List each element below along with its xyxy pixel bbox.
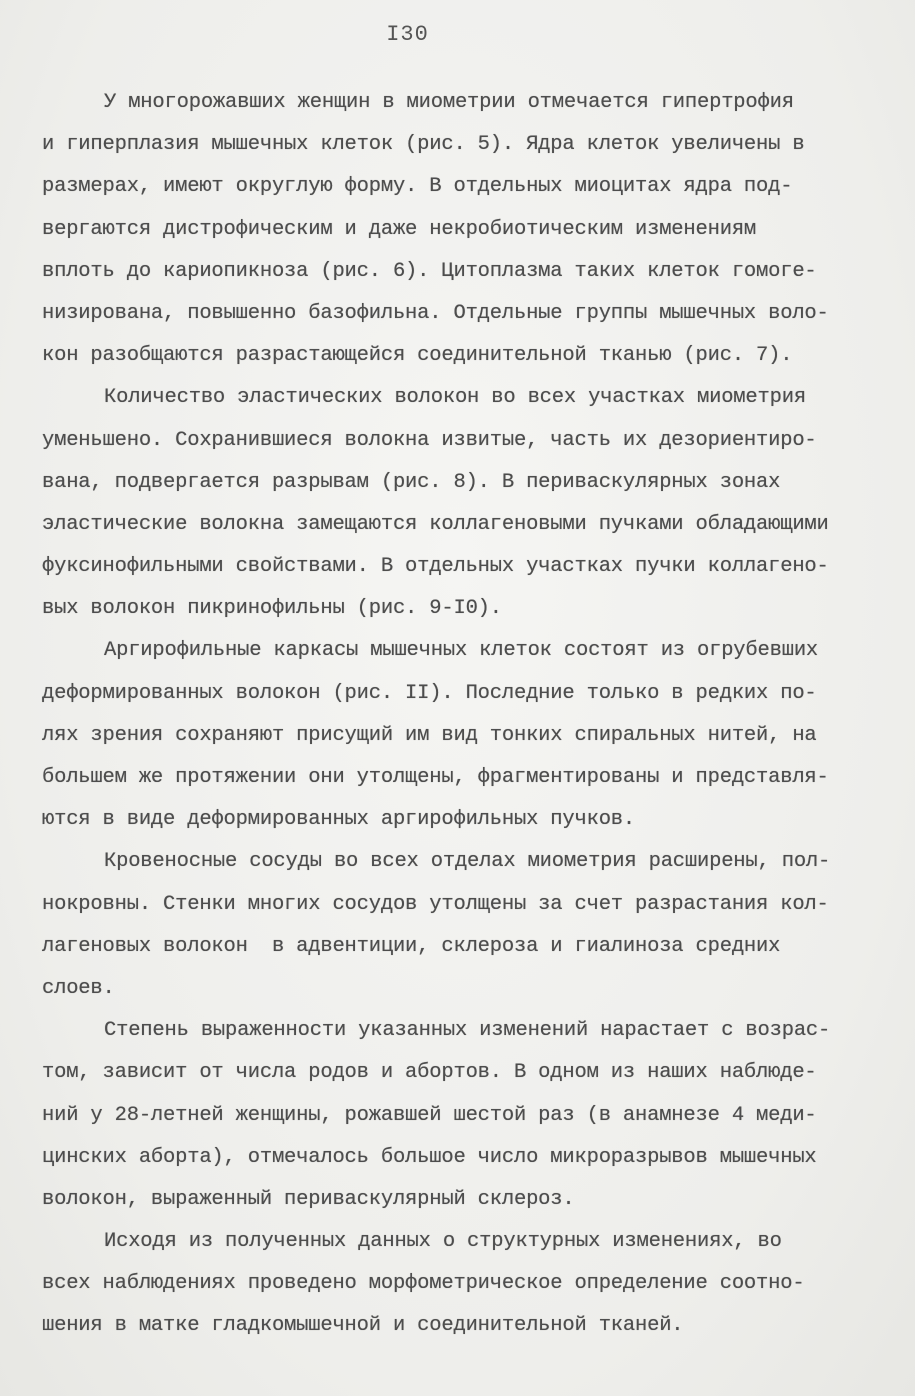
paragraph <box>42 377 872 630</box>
text-line: волокон, выраженный периваскулярный склероз. <box>42 1187 575 1211</box>
text-line: Количество эластических волокон во всех участках миометрия <box>104 386 806 410</box>
text-line: лагеновых волокон в адвентиции, склероза и гиалиноза средних <box>42 934 781 958</box>
text-line: Кровеносные сосуды во всех отделах миометрия расширены, пол- <box>104 850 831 874</box>
paragraph <box>42 82 872 377</box>
text-line: Степень выраженности указанных изменений нарастает с возрас- <box>104 1019 831 1043</box>
text-line: Исходя из полученных данных о структурных изменениях, во <box>104 1230 782 1254</box>
text-line: ются в виде деформированных аргирофильных пучков. <box>42 808 635 832</box>
text-line: размерах, имеют округлую форму. В отдельных миоцитах ядра под- <box>42 175 793 199</box>
paragraph <box>42 1221 872 1348</box>
page-number: I30 <box>386 22 429 47</box>
text-line: и гиперплазия мышечных клеток (рис. 5). Ядра клеток увеличены в <box>42 133 805 157</box>
text-line: кон разобщаются разрастающейся соединительной тканью (рис. 7). <box>42 344 793 368</box>
text-line: нокровны. Стенки многих сосудов утолщены за счет разрастания кол- <box>42 892 829 916</box>
text-line: ний у 28-летней женщины, рожавшей шестой раз (в анамнезе 4 меди- <box>42 1103 817 1127</box>
text-line: вплоть до кариопикноза (рис. 6). Цитоплазма таких клеток гомоге- <box>42 259 817 283</box>
paragraph <box>42 630 872 841</box>
text-line: слоев. <box>42 976 115 1000</box>
text-line: Аргирофильные каркасы мышечных клеток состоят из огрубевших <box>104 639 819 663</box>
paragraph <box>42 841 872 1010</box>
text-line: большем же протяжении они утолщены, фрагментированы и представля- <box>42 766 829 789</box>
text-line: вана, подвергается разрывам (рис. 8). В периваскулярных зонах <box>42 470 781 494</box>
body-text <box>42 82 872 1348</box>
text-line: вых волокон пикринофильны (рис. 9-I0). <box>42 597 502 621</box>
paragraph <box>42 1010 872 1221</box>
text-line: уменьшено. Сохранившиеся волокна извитые, часть их дезориентиро- <box>42 428 817 452</box>
text-line: деформированных волокон (рис. II). Последние только в редких по- <box>42 681 817 705</box>
text-line: низирована, повышенно базофильна. Отдельные группы мышечных воло- <box>42 301 829 325</box>
text-line: вергаются дистрофическим и даже некробиотическим изменениям <box>42 217 757 241</box>
text-line: лях зрения сохраняют присущий им вид тонких спиральных нитей, на <box>42 723 817 747</box>
text-line: том, зависит от числа родов и абортов. В одном из наших наблюде- <box>42 1061 817 1085</box>
text-line: фуксинофильными свойствами. В отдельных участках пучки коллагено- <box>42 555 829 579</box>
text-line: У многорожавших женщин в миометрии отмечается гипертрофия <box>104 91 794 114</box>
text-line: всех наблюдениях проведено морфометрическое определение соотно- <box>42 1272 805 1296</box>
text-line: эластические волокна замещаются коллагеновыми пучками обладающими <box>42 512 829 536</box>
text-line: цинских аборта), отмечалось большое число микроразрывов мышечных <box>42 1145 817 1169</box>
text-line: шения в матке гладкомышечной и соединительной тканей. <box>42 1314 684 1338</box>
